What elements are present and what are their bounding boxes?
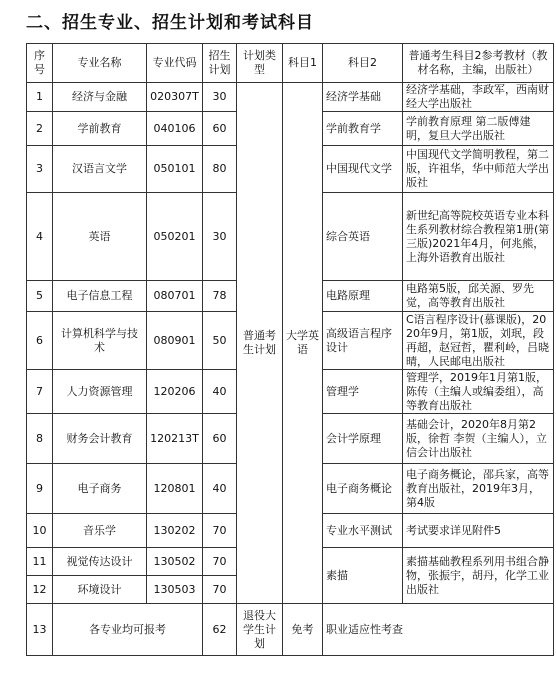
cell-code: 080901 [147,312,203,370]
cell-no: 13 [27,604,53,656]
cell-name: 视觉传达设计 [53,548,147,576]
cell-subject2: 经济学基础 [323,83,403,112]
cell-plan: 30 [203,83,237,112]
cell-code: 020307T [147,83,203,112]
cell-subject2: 电子商务概论 [323,464,403,514]
cell-book: 电子商务概论，邵兵家，高等教育出版社，2019年3月，第4版 [403,464,554,514]
header-books: 普通考生科目2参考教材（教材名称，主编，出版社） [403,44,554,83]
table-row [27,604,554,656]
cell-code: 120213T [147,414,203,464]
cell-plan: 70 [203,548,237,576]
cell-name-all-majors: 各专业均可报考 [53,604,203,656]
cell-plan: 70 [203,514,237,548]
cell-subject2: 中国现代文学 [323,146,403,193]
cell-no: 12 [27,576,53,604]
cell-plan: 40 [203,464,237,514]
enrollment-plan-table [26,43,554,656]
cell-subject2: 综合英语 [323,193,403,281]
cell-code: 130502 [147,548,203,576]
cell-code: 120206 [147,370,203,414]
cell-no: 5 [27,281,53,312]
cell-plan: 30 [203,193,237,281]
cell-subject2: 专业水平测试 [323,514,403,548]
cell-name: 音乐学 [53,514,147,548]
cell-book: 中国现代文学简明教程，第二版，许祖华，华中师范大学出版社 [403,146,554,193]
cell-subject2: 管理学 [323,370,403,414]
header-type: 计划类型 [237,44,283,83]
cell-code: 130202 [147,514,203,548]
cell-name: 经济与金融 [53,83,147,112]
cell-plan: 50 [203,312,237,370]
cell-name: 人力资源管理 [53,370,147,414]
cell-plan-type-veteran: 退役大学生计划 [237,604,283,656]
header-subject1: 科目1 [283,44,323,83]
cell-no: 4 [27,193,53,281]
cell-book: 基础会计，2020年8月第2版，徐哲 李贺（主编人），立信会计出版社 [403,414,554,464]
cell-subject2-sketch: 素描 [323,548,403,604]
cell-subject2: 高级语言程序设计 [323,312,403,370]
cell-code: 040106 [147,112,203,146]
cell-book: 学前教育原理 第二版傅建明，复旦大学出版社 [403,112,554,146]
header-subject2: 科目2 [323,44,403,83]
cell-subject2: 电路原理 [323,281,403,312]
cell-name: 财务会计教育 [53,414,147,464]
cell-no: 9 [27,464,53,514]
cell-plan: 70 [203,576,237,604]
cell-plan: 60 [203,414,237,464]
cell-plan: 40 [203,370,237,414]
cell-code: 120801 [147,464,203,514]
cell-no: 11 [27,548,53,576]
cell-plan: 62 [203,604,237,656]
cell-no: 2 [27,112,53,146]
cell-code: 130503 [147,576,203,604]
cell-no: 1 [27,83,53,112]
table-row [27,83,554,112]
cell-no: 10 [27,514,53,548]
cell-subject1-english: 大学英语 [283,83,323,604]
cell-name: 计算机科学与技术 [53,312,147,370]
cell-code: 050201 [147,193,203,281]
header-name: 专业名称 [53,44,147,83]
header-code: 专业代码 [147,44,203,83]
cell-book: 电路第5版，邱关源、罗先觉，高等教育出版社 [403,281,554,312]
cell-no: 7 [27,370,53,414]
cell-book-sketch: 素描基础教程系列用书组合静物，张振宇，胡丹，化学工业出版社 [403,548,554,604]
cell-name: 学前教育 [53,112,147,146]
cell-plan-type-normal: 普通考生计划 [237,83,283,604]
section-title: 二、招生专业、招生计划和考试科目 [26,13,314,33]
cell-book: C语言程序设计(慕课版)，2020年9月，第1版，刘珉，段再超，赵冠哲，瞿利岭，吕晓晴，人民邮电出版社 [403,312,554,370]
header-row [27,44,554,83]
cell-book: 考试要求详见附件5 [403,514,554,548]
cell-subject1-exempt: 免考 [283,604,323,656]
cell-name: 英语 [53,193,147,281]
cell-no: 3 [27,146,53,193]
cell-name: 电子商务 [53,464,147,514]
cell-no: 6 [27,312,53,370]
cell-plan: 80 [203,146,237,193]
cell-book: 经济学基础，李政军，西南财经大学出版社 [403,83,554,112]
header-plan: 招生计划 [203,44,237,83]
cell-book: 新世纪高等院校英语专业本科生系列教材综合教程第1册(第三版)2021年4月，何兆熊，上海外语教育出版社 [403,193,554,281]
cell-name: 汉语言文学 [53,146,147,193]
cell-name: 电子信息工程 [53,281,147,312]
cell-subject2-aptitude: 职业适应性考查 [323,604,554,656]
cell-plan: 78 [203,281,237,312]
cell-code: 050101 [147,146,203,193]
cell-subject2: 会计学原理 [323,414,403,464]
cell-no: 8 [27,414,53,464]
header-no: 序号 [27,44,53,83]
cell-subject2: 学前教育学 [323,112,403,146]
cell-book: 管理学，2019年1月第1版，陈传（主编人或编委组），高等教育出版社 [403,370,554,414]
cell-code: 080701 [147,281,203,312]
cell-plan: 60 [203,112,237,146]
cell-name: 环境设计 [53,576,147,604]
